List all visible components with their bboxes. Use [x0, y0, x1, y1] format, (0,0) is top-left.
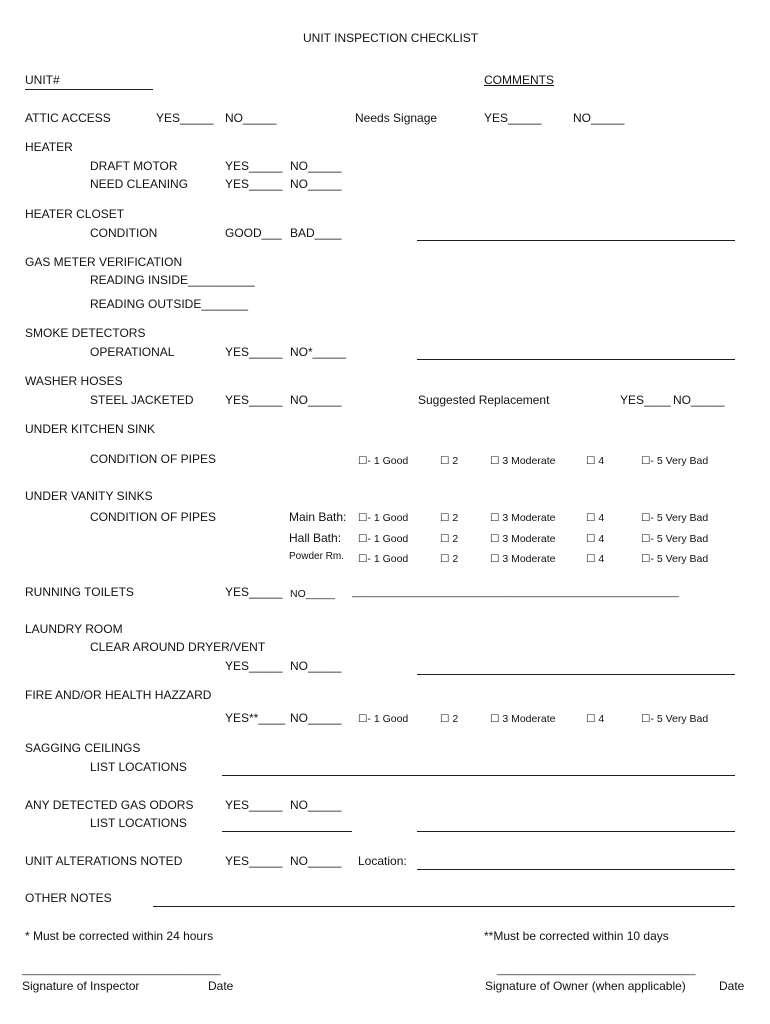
sagging-list-locations-label: LIST LOCATIONS [90, 760, 187, 774]
need-cleaning-label: NEED CLEANING [90, 177, 189, 191]
powder-room-rating-5[interactable]: ☐- 5 Very Bad [641, 553, 709, 565]
unit-alterations-label: UNIT ALTERATIONS NOTED [25, 854, 183, 868]
kitchen-rating-4[interactable]: ☐ 4 [586, 455, 605, 467]
inspector-date-label: Date [208, 979, 234, 993]
inspector-signature-label: Signature of Inspector [22, 979, 140, 993]
hall-bath-rating-3[interactable]: ☐ 3 Moderate [490, 533, 556, 545]
steel-jacketed-label: STEEL JACKETED [90, 393, 194, 407]
powder-room-label: Powder Rm. [289, 551, 345, 562]
laundry-no-field[interactable]: NO_____ [290, 659, 342, 673]
note-10-days: **Must be corrected within 10 days [484, 929, 669, 943]
gas-odors-yes-field[interactable]: YES_____ [225, 798, 283, 812]
sagging-locations-line[interactable] [222, 775, 735, 776]
page-title: UNIT INSPECTION CHECKLIST [303, 31, 479, 45]
running-toilets-label: RUNNING TOILETS [25, 585, 134, 599]
toilets-yes-field[interactable]: YES_____ [225, 585, 283, 599]
hall-bath-label: Hall Bath: [289, 531, 342, 545]
heater-closet-label: HEATER CLOSET [25, 207, 125, 221]
need-cleaning-no-field[interactable]: NO_____ [290, 177, 342, 191]
hall-bath-rating-2[interactable]: ☐ 2 [440, 533, 459, 545]
alterations-yes-field[interactable]: YES_____ [225, 854, 283, 868]
laundry-yes-field[interactable]: YES_____ [225, 659, 283, 673]
suggested-yes-field[interactable]: YES____ [620, 393, 671, 407]
closet-bad-field[interactable]: BAD____ [290, 226, 342, 240]
suggested-no-field[interactable]: NO_____ [673, 393, 725, 407]
reading-outside-field[interactable]: READING OUTSIDE_______ [90, 297, 249, 311]
vanity-condition-label: CONDITION OF PIPES [90, 510, 217, 524]
note-24-hours: * Must be corrected within 24 hours [25, 929, 214, 943]
washer-hoses-label: WASHER HOSES [25, 374, 123, 388]
main-bath-rating-3[interactable]: ☐ 3 Moderate [490, 512, 556, 524]
main-bath-rating-2[interactable]: ☐ 2 [440, 512, 459, 524]
fire-rating-4[interactable]: ☐ 4 [586, 713, 605, 725]
unit-label: UNIT# [25, 73, 60, 87]
fire-rating-2[interactable]: ☐ 2 [440, 713, 459, 725]
hall-bath-rating-4[interactable]: ☐ 4 [586, 533, 605, 545]
fire-yes-field[interactable]: YES**____ [225, 711, 286, 725]
heater-label: HEATER [25, 140, 73, 154]
powder-room-rating-2[interactable]: ☐ 2 [440, 553, 459, 565]
needs-signage-label: Needs Signage [355, 111, 438, 125]
clear-around-dryer-label: CLEAR AROUND DRYER/VENT [90, 640, 266, 654]
suggested-replacement-label: Suggested Replacement [418, 393, 550, 407]
reading-inside-field[interactable]: READING INSIDE__________ [90, 273, 255, 287]
laundry-room-label: LAUNDRY ROOM [25, 622, 123, 636]
need-cleaning-yes-field[interactable]: YES_____ [225, 177, 283, 191]
attic-access-label: ATTIC ACCESS [25, 111, 111, 125]
main-bath-rating-4[interactable]: ☐ 4 [586, 512, 605, 524]
kitchen-rating-5[interactable]: ☐- 5 Very Bad [641, 455, 709, 467]
draft-motor-no-field[interactable]: NO_____ [290, 159, 342, 173]
powder-room-rating-4[interactable]: ☐ 4 [586, 553, 605, 565]
hall-bath-rating-1[interactable]: ☐- 1 Good [358, 533, 409, 545]
owner-signature-label: Signature of Owner (when applicable) [485, 979, 686, 993]
closet-condition-label: CONDITION [90, 226, 158, 240]
other-notes-line[interactable] [153, 906, 735, 907]
vanity-sinks-label: UNDER VANITY SINKS [25, 489, 153, 503]
gas-odors-comment-line[interactable] [417, 831, 735, 832]
fire-hazzard-label: FIRE AND/OR HEALTH HAZZARD [25, 688, 212, 702]
gas-odors-locations-line[interactable] [222, 831, 352, 832]
kitchen-sink-label: UNDER KITCHEN SINK [25, 422, 156, 436]
owner-date-label: Date [719, 979, 745, 993]
draft-motor-yes-field[interactable]: YES_____ [225, 159, 283, 173]
fire-rating-1[interactable]: ☐- 1 Good [358, 713, 409, 725]
signage-no-field[interactable]: NO_____ [573, 111, 625, 125]
operational-label: OPERATIONAL [90, 345, 175, 359]
comments-heading: COMMENTS [484, 73, 554, 87]
kitchen-rating-1[interactable]: ☐- 1 Good [358, 455, 409, 467]
draft-motor-label: DRAFT MOTOR [90, 159, 178, 173]
gas-meter-label: GAS METER VERIFICATION [25, 255, 183, 269]
owner-signature-line[interactable]: __________________________________ [497, 964, 696, 976]
alterations-no-field[interactable]: NO_____ [290, 854, 342, 868]
location-line[interactable] [417, 869, 735, 870]
powder-room-rating-1[interactable]: ☐- 1 Good [358, 553, 409, 565]
unit-field-line[interactable] [25, 89, 153, 90]
smoke-yes-field[interactable]: YES_____ [225, 345, 283, 359]
signage-yes-field[interactable]: YES_____ [484, 111, 542, 125]
attic-yes-field[interactable]: YES_____ [156, 111, 214, 125]
hall-bath-rating-5[interactable]: ☐- 5 Very Bad [641, 533, 709, 545]
kitchen-condition-label: CONDITION OF PIPES [90, 452, 217, 466]
fire-rating-5[interactable]: ☐- 5 Very Bad [641, 713, 709, 725]
kitchen-rating-3[interactable]: ☐ 3 Moderate [490, 455, 556, 467]
smoke-no-field[interactable]: NO*_____ [290, 345, 347, 359]
powder-room-rating-3[interactable]: ☐ 3 Moderate [490, 553, 556, 565]
main-bath-rating-1[interactable]: ☐- 1 Good [358, 512, 409, 524]
fire-rating-3[interactable]: ☐ 3 Moderate [490, 713, 556, 725]
washer-no-field[interactable]: NO_____ [290, 393, 342, 407]
washer-yes-field[interactable]: YES_____ [225, 393, 283, 407]
sagging-ceilings-label: SAGGING CEILINGS [25, 741, 141, 755]
laundry-comment-line[interactable] [417, 674, 735, 675]
main-bath-label: Main Bath: [289, 510, 347, 524]
inspector-signature-line[interactable]: __________________________________ [22, 964, 221, 976]
smoke-comment-line[interactable] [417, 359, 735, 360]
attic-no-field[interactable]: NO_____ [225, 111, 277, 125]
gas-odors-label: ANY DETECTED GAS ODORS [25, 798, 194, 812]
location-label: Location: [358, 854, 407, 868]
gas-odors-no-field[interactable]: NO_____ [290, 798, 342, 812]
closet-good-field[interactable]: GOOD___ [225, 226, 282, 240]
toilets-comment-line[interactable]: ________________________________________________________ [352, 586, 680, 598]
kitchen-rating-2[interactable]: ☐ 2 [440, 455, 459, 467]
other-notes-label: OTHER NOTES [25, 891, 112, 905]
main-bath-rating-5[interactable]: ☐- 5 Very Bad [641, 512, 709, 524]
fire-no-field[interactable]: NO_____ [290, 711, 342, 725]
smoke-detectors-label: SMOKE DETECTORS [25, 326, 146, 340]
heater-closet-comment-line[interactable] [417, 240, 735, 241]
gas-odors-list-locations-label: LIST LOCATIONS [90, 816, 187, 830]
toilets-no-field[interactable]: NO_____ [290, 588, 335, 600]
